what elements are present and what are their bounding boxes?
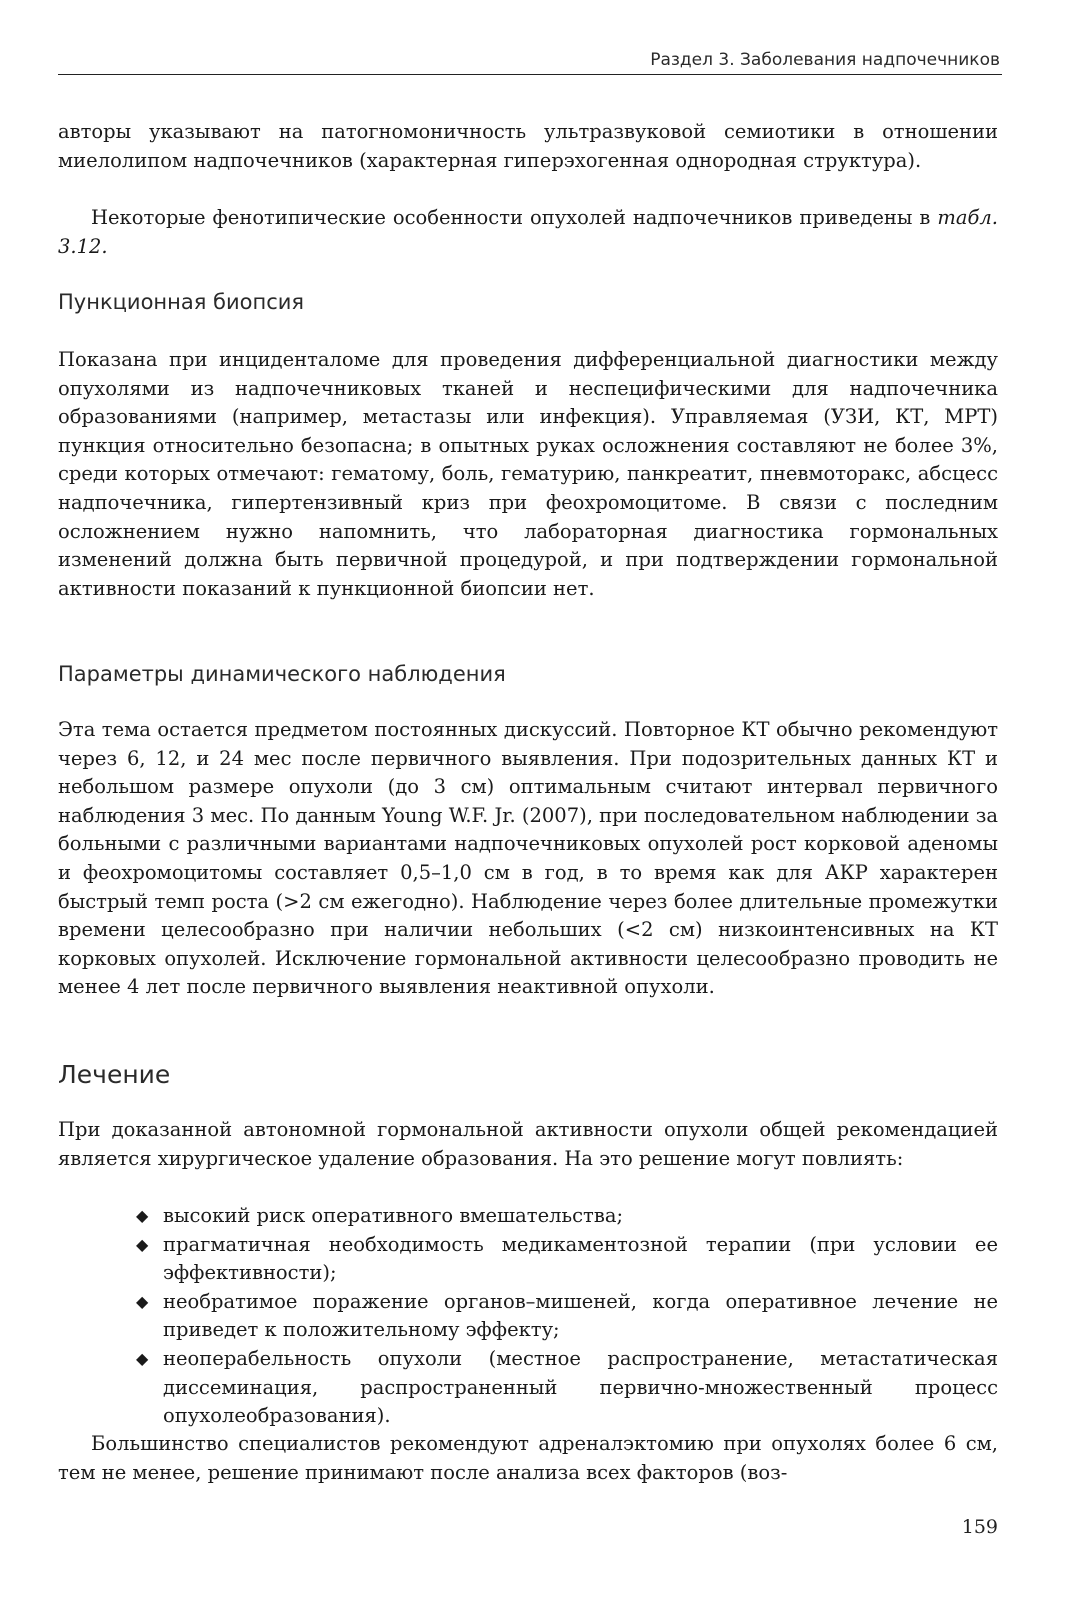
paragraph-treatment: При доказанной автономной гормональной активности опухоли общей рекомендацией является хирургическое удаление образования. На это решение могут повлиять: bbox=[58, 1118, 998, 1170]
diamond-bullet-icon: ◆ bbox=[136, 1348, 149, 1368]
page-number: 159 bbox=[961, 1516, 998, 1538]
header-rule bbox=[58, 74, 1002, 75]
diamond-bullet-icon: ◆ bbox=[136, 1291, 149, 1311]
list-item: ◆ прагматичная необходимость медикаментозной терапии (при условии ее эффективности); bbox=[136, 1232, 998, 1285]
table-reference-link: табл. 3.12. bbox=[58, 206, 998, 258]
diamond-bullet-icon: ◆ bbox=[136, 1234, 149, 1254]
heading-follow-up-parameters: Параметры динамического наблюдения bbox=[58, 662, 506, 686]
list-item: ◆ необратимое поражение органов–мишеней, когда оперативное лечение не приведет к положительному эффекту; bbox=[136, 1289, 998, 1342]
paragraph-continuation: авторы указывают на патогномоничность ультразвуковой семиотики в отношении миелолипом надпочечников (характерная гиперэхогенная однородная структура). bbox=[58, 120, 998, 172]
paragraph-table-reference bbox=[58, 204, 998, 261]
heading-treatment: Лечение bbox=[58, 1060, 171, 1089]
paragraph-puncture-biopsy: Показана при инциденталоме для проведения дифференциальной диагностики между опухолями из надпочечниковых тканей и неспецифическими для надпочечника образованиями (например, метастазы или инфекция). Управляемая (УЗИ, КТ, МРТ) пункция относительно безопасна; в опытных руках осложнения составляют не более 3%, среди которых отмечают: гематому, боль, гематурию, панкреатит, пневмоторакс, абсцесс надпочечника, гипертензивный криз при феохромоцитоме. В связи с последним осложнением нужно напомнить, что лабораторная диагностика гормональных изменений должна быть первичной процедурой, и при подтверждении гормональной активности показаний к пункционной биопсии нет. bbox=[58, 348, 998, 600]
list-item: ◆ высокий риск оперативного вмешательства; bbox=[58, 1202, 998, 1231]
running-header: Раздел 3. Заболевания надпочечников bbox=[650, 50, 1000, 70]
paragraph-text: Некоторые фенотипические особенности опухолей надпочечников приведены в bbox=[91, 206, 938, 229]
diamond-bullet-icon: ◆ bbox=[136, 1206, 149, 1225]
list-item: ◆ неоперабельность опухоли (местное распространение, метастатическая диссеминация, распространенный первично-множественный процесс опухолеобразования). bbox=[136, 1346, 998, 1428]
paragraph-adrenalectomy: Большинство специалистов рекомендуют адреналэктомию при опухолях более 6 см, тем не менее, решение принимают после анализа всех факторов (воз- bbox=[58, 1432, 998, 1484]
heading-puncture-biopsy: Пункционная биопсия bbox=[58, 290, 305, 314]
treatment-factors-list bbox=[58, 1202, 998, 1431]
paragraph-follow-up: Эта тема остается предметом постоянных дискуссий. Повторное КТ обычно рекомендуют через 6, 12, и 24 мес после первичного выявления. При подозрительных данных КТ и небольшом размере опухоли (до 3 см) оптимальным считают интервал первичного наблюдения 3 мес. По данным Young W.F. Jr. (2007), при последовательном наблюдении за больными с различными вариантами надпочечниковых опухолей рост корковой аденомы и феохромоцитомы составляет 0,5–1,0 см в год, в то время как для АКР характерен быстрый темп роста (>2 см ежегодно). Наблюдение через более длительные промежутки времени целесообразно при наличии небольших (<2 см) низкоинтенсивных на КТ корковых опухолей. Исключение гормональной активности целесообразно проводить не менее 4 лет после первичного выявления неактивной опухоли. bbox=[58, 718, 998, 999]
